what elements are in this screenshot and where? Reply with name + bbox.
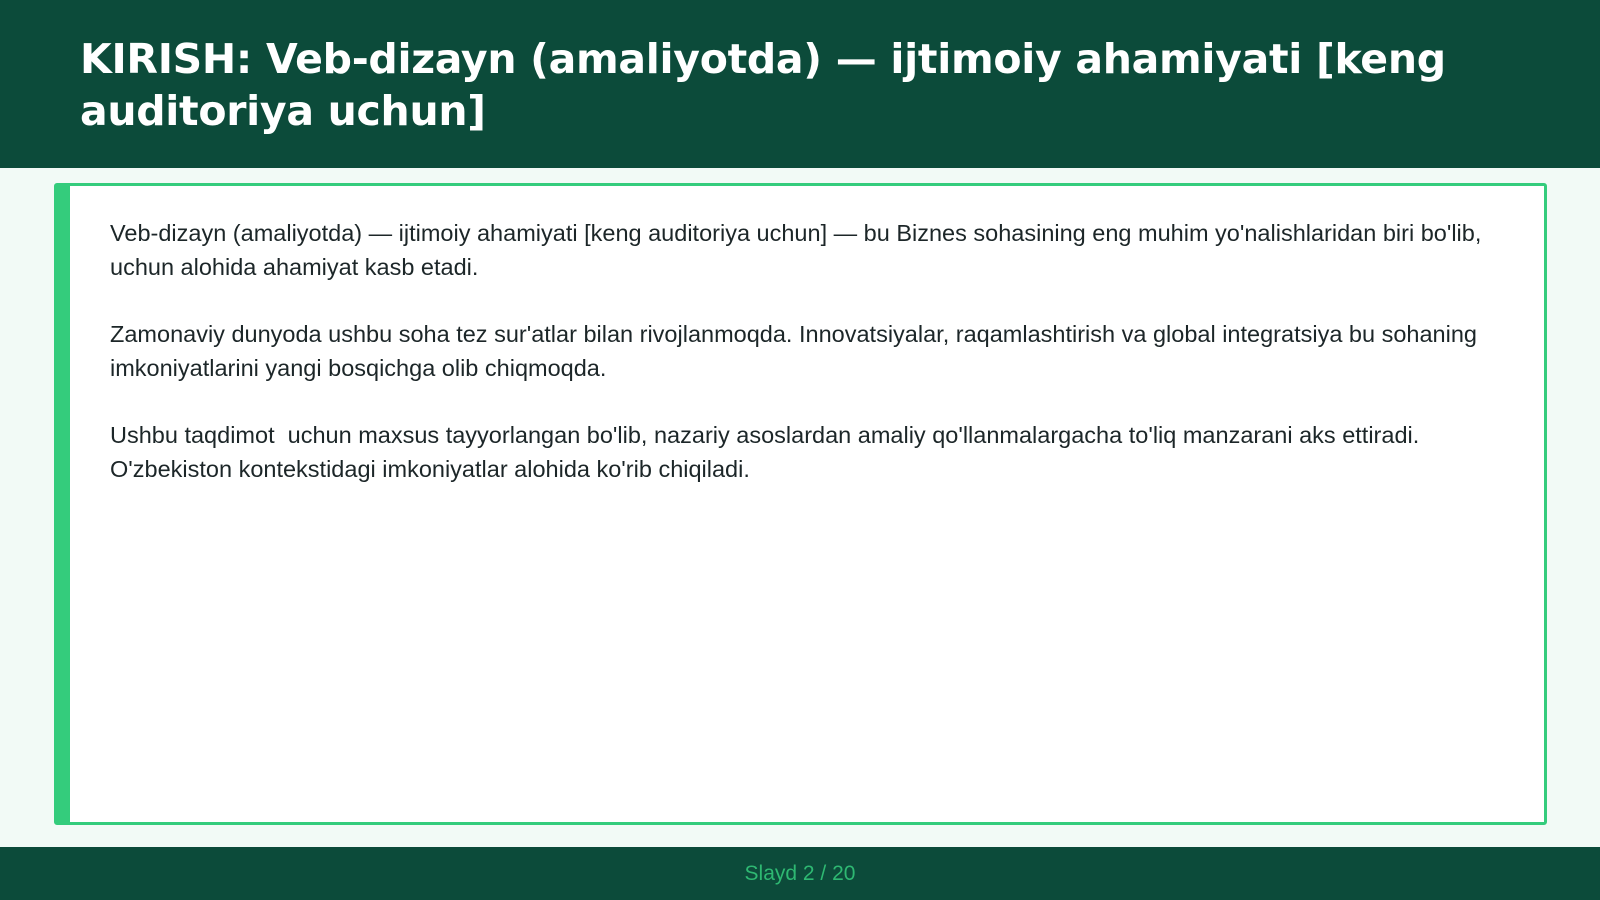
content-card <box>54 183 1547 825</box>
footer-bar <box>0 847 1600 900</box>
slide-counter: Slayd 2 / 20 <box>744 861 856 885</box>
paragraph-intro: Veb-dizayn (amaliyotda) — ijtimoiy ahamiyati [keng auditoriya uchun] — bu Biznes sohasining eng muhim yo'nalishlaridan biri bo'lib, uchun alohida ahamiyat kasb etadi. <box>110 220 1495 280</box>
paragraph-presentation: Ushbu taqdimot uchun maxsus tayyorlangan bo'lib, nazariy asoslardan amaliy qo'llanmalargacha to'liq manzarani aks ettiradi. O'zbekiston kontekstidagi imkoniyatlar alohida ko'rib chiqiladi. <box>110 422 1426 482</box>
slide-title: KIRISH: Veb-dizayn (amaliyotda) — ijtimoiy ahamiyati [keng auditoriya uchun] <box>80 35 1446 135</box>
title-bar <box>0 0 1600 168</box>
paragraph-modern-world: Zamonaviy dunyoda ushbu soha tez sur'atlar bilan rivojlanmoqda. Innovatsiyalar, raqamlashtirish va global integratsiya bu sohaning imkoniyatlarini yangi bosqichga olib chiqmoqda. <box>110 321 1484 381</box>
